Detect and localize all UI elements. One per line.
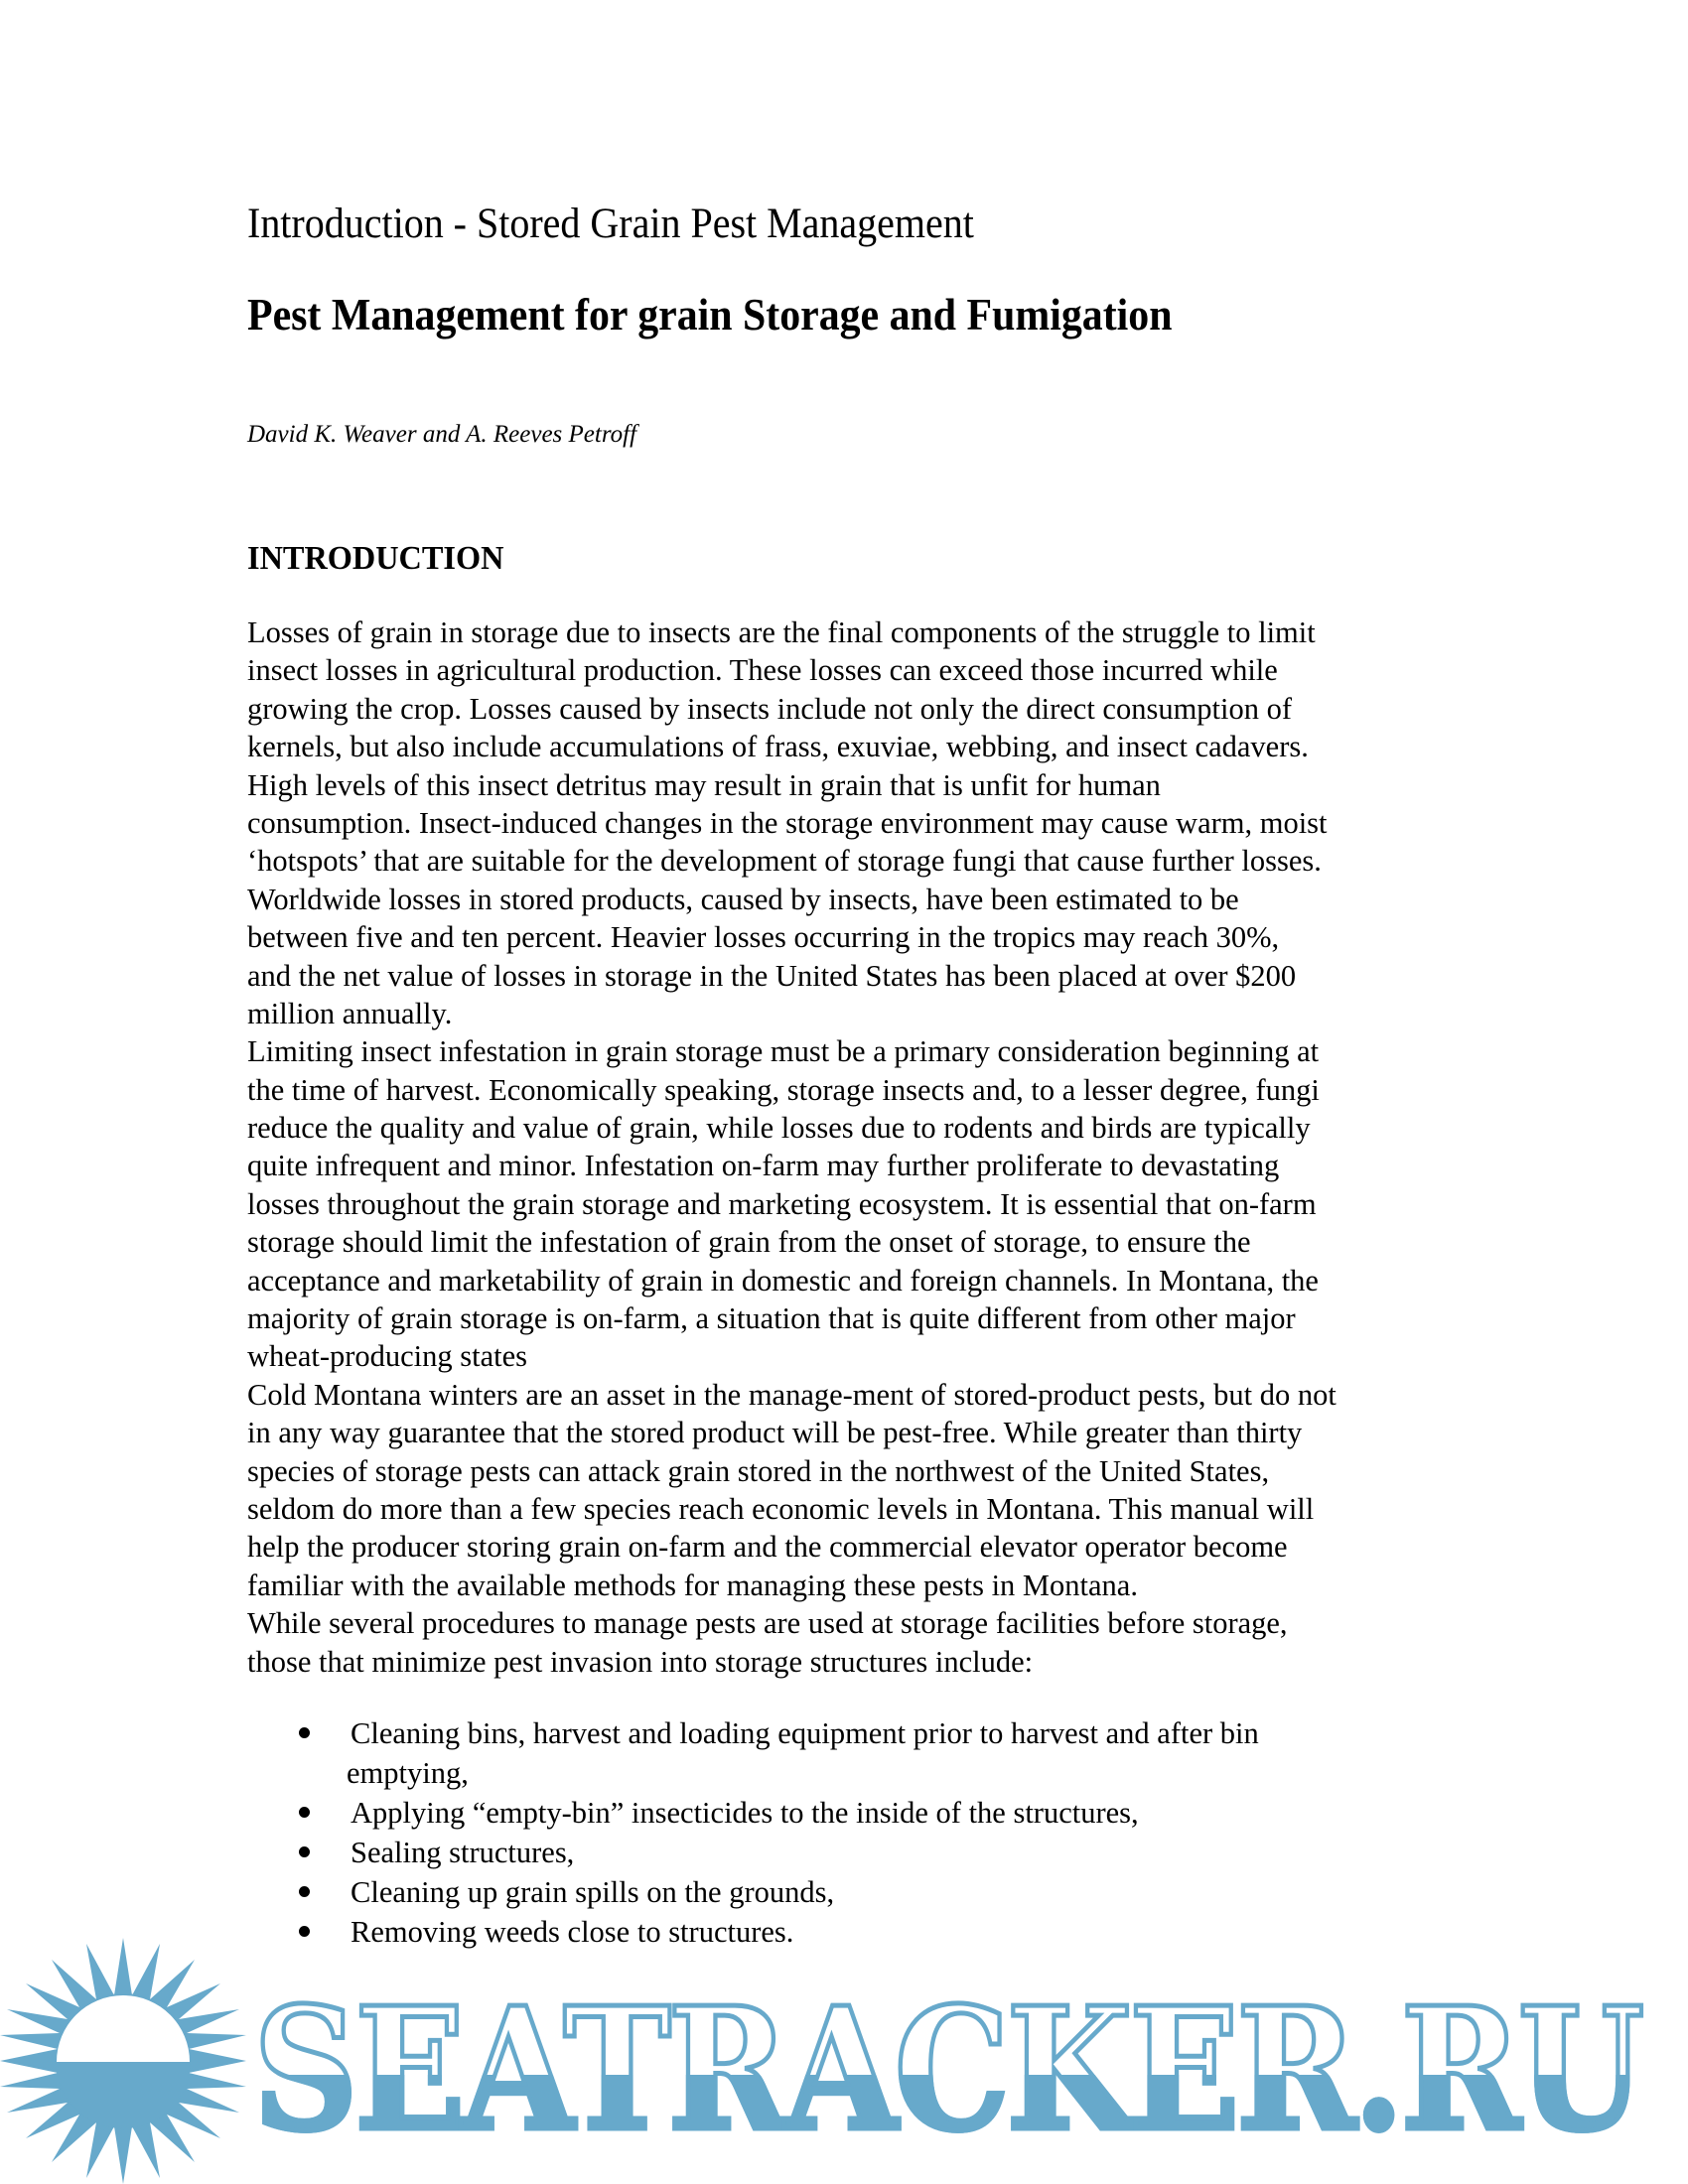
body-line: losses throughout the grain storage and marketing ecosystem. It is essential that on-farm (247, 1186, 1317, 1221)
body-line: insect losses in agricultural production. These losses can exceed those incurred while (247, 653, 1278, 688)
list-item (247, 1833, 1469, 1872)
body-line: reduce the quality and value of grain, while losses due to rodents and birds are typically (247, 1111, 1311, 1146)
list-item (247, 1713, 1469, 1793)
body-line: growing the crop. Losses caused by insects include not only the direct consumption of (247, 691, 1293, 726)
bullet-text: Applying “empty-bin” insecticides to the inside of the structures, (351, 1796, 1139, 1830)
body-text (247, 614, 1469, 1681)
body-line: and the net value of losses in storage in the United States has been placed at over $200 (247, 958, 1297, 993)
body-line: help the producer storing grain on-farm and the commercial elevator operator become (247, 1530, 1288, 1565)
section-heading-introduction: INTRODUCTION (247, 540, 504, 577)
body-line: the time of harvest. Economically speaking, storage insects and, to a lesser degree, fungi (247, 1072, 1320, 1107)
body-line: million annually. (247, 996, 453, 1030)
bullet-text: Removing weeds close to structures. (351, 1915, 794, 1949)
body-line: While several procedures to manage pests are used at storage facilities before storage, (247, 1606, 1288, 1641)
body-line: quite infrequent and minor. Infestation on-farm may further proliferate to devastating (247, 1149, 1280, 1183)
body-line: High levels of this insect detritus may result in grain that is unfit for human (247, 767, 1161, 802)
bullet-text: Cleaning up grain spills on the grounds, (351, 1875, 835, 1909)
body-line: wheat-producing states (247, 1339, 528, 1374)
body-line: storage should limit the infestation of grain from the onset of storage, to ensure the (247, 1225, 1251, 1260)
body-line: kernels, but also include accumulations of frass, exuviae, webbing, and insect cadavers. (247, 730, 1309, 764)
bullet-text: emptying, (347, 1756, 469, 1790)
document-authors: David K. Weaver and A. Reeves Petroff (247, 421, 637, 448)
body-line: Losses of grain in storage due to insects are the final components of the struggle to limit (247, 615, 1316, 649)
document-pretitle: Introduction - Stored Grain Pest Management (247, 201, 974, 247)
body-line: in any way guarantee that the stored product will be pest-free. While greater than thirty (247, 1416, 1303, 1450)
bullet-text: Sealing structures, (351, 1836, 575, 1869)
body-line: consumption. Insect-induced changes in the storage environment may cause warm, moist (247, 805, 1328, 840)
body-line: majority of grain storage is on-farm, a situation that is quite different from other major (247, 1301, 1296, 1336)
bullet-text: Cleaning bins, harvest and loading equipment prior to harvest and after bin (351, 1716, 1259, 1750)
body-line: those that minimize pest invasion into storage structures include: (247, 1644, 1034, 1679)
bullet-list (247, 1713, 1469, 1952)
list-item (247, 1872, 1469, 1912)
watermark-text: SEATRACKER.RU (253, 1971, 1641, 2169)
bullet-icon (299, 1807, 310, 1818)
list-item (247, 1793, 1469, 1833)
document-title: Pest Management for grain Storage and Fumigation (247, 290, 1173, 340)
body-line: familiar with the available methods for managing these pests in Montana. (247, 1568, 1138, 1602)
body-line: Worldwide losses in stored products, caused by insects, have been estimated to be (247, 882, 1239, 916)
bullet-icon (299, 1846, 310, 1857)
bullet-icon (299, 1727, 310, 1738)
body-line: ‘hotspots’ that are suitable for the development of storage fungi that cause further losses. (247, 844, 1322, 879)
body-line: acceptance and marketability of grain in domestic and foreign channels. In Montana, the (247, 1263, 1319, 1297)
body-line: seldom do more than a few species reach economic levels in Montana. This manual will (247, 1491, 1315, 1526)
body-line: between five and ten percent. Heavier losses occurring in the tropics may reach 30%, (247, 920, 1280, 955)
body-line: Limiting insect infestation in grain storage must be a primary consideration beginning at (247, 1034, 1320, 1069)
body-line: species of storage pests can attack grain stored in the northwest of the United States, (247, 1453, 1270, 1488)
bullet-icon (299, 1886, 310, 1897)
body-line: Cold Montana winters are an asset in the manage-ment of stored-product pests, but do not (247, 1377, 1336, 1412)
